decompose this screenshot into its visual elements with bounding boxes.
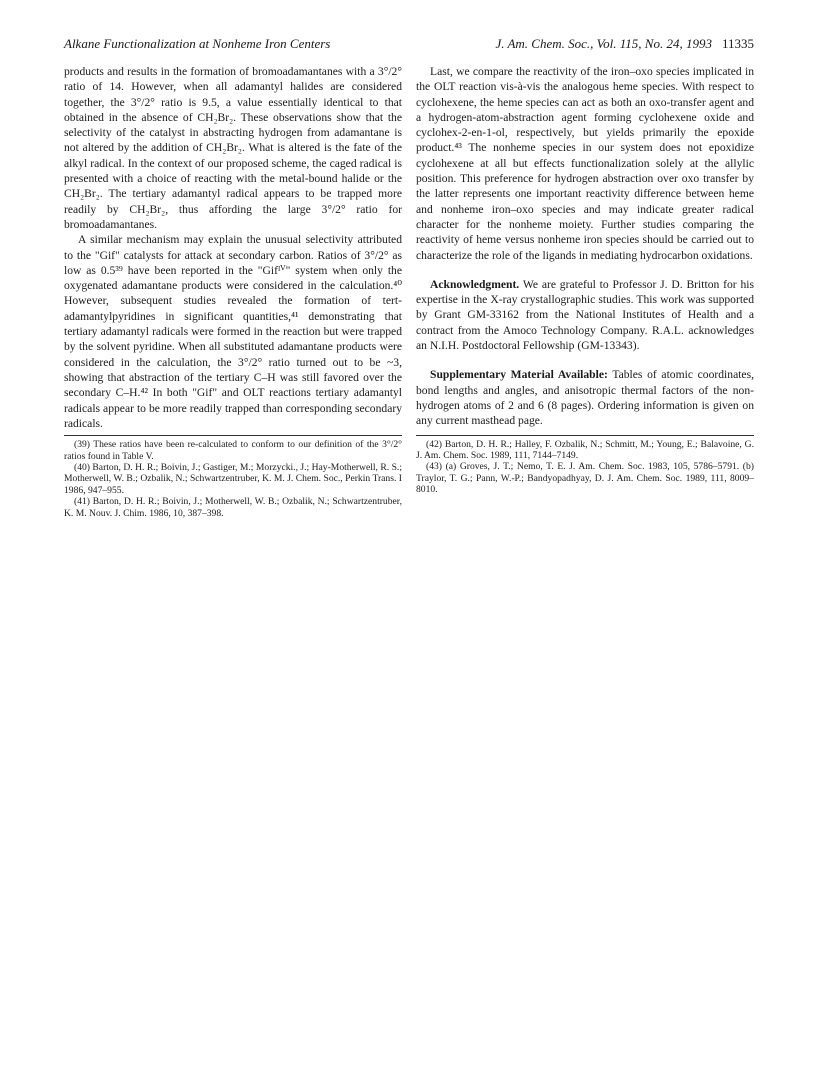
left-column xyxy=(64,64,402,519)
footnote: (41) Barton, D. H. R.; Boivin, J.; Motherwell, W. B.; Ozbalik, N.; Schwartzentruber, K. M. Nouv. J. Chim. 1986, 10, 387–398. xyxy=(64,496,402,519)
footnote: (40) Barton, D. H. R.; Boivin, J.; Gastiger, M.; Morzycki., J.; Hay-Motherwell, R. S.; Motherwell, W. B.; Ozbalik, N.; Schwartzentruber, K. M. J. Chem. Soc., Perkin Trans. I 1986, 947–955. xyxy=(64,461,402,496)
acknowledgment xyxy=(416,277,754,353)
page-number: 11335 xyxy=(721,36,754,51)
right-column xyxy=(416,64,754,496)
supplementary-text: Tables of atomic coordinates, bond lengths and angles, and anisotropic thermal factors of the non-hydrogen atoms of 2 and 6 (8 pages). Ordering information is given on any current masthead page. xyxy=(416,368,754,428)
footnote: (39) These ratios have been re-calculated to conform to our definition of the 3°/2° ratios found in Table V. xyxy=(64,439,402,462)
section-gap xyxy=(416,263,754,277)
footnote-divider xyxy=(64,435,402,436)
running-header xyxy=(64,36,754,56)
footnote-divider xyxy=(416,435,754,436)
supplementary-heading: Supplementary Material Available: xyxy=(430,368,608,382)
footnote: (42) Barton, D. H. R.; Halley, F. Ozbalik, N.; Schmitt, M.; Young, E.; Balavoine, G. J. Am. Chem. Soc. 1989, 111, 7144–7149. xyxy=(416,438,754,461)
footnote: (43) (a) Groves, J. T.; Nemo, T. E. J. Am. Chem. Soc. 1983, 105, 5786–5791. (b) Traylor, T. G.; Pann, W.-P.; Bandyopadhyay, D. J. Am. Chem. Soc. 1989, 111, 8009–8010. xyxy=(416,461,754,496)
journal-reference xyxy=(495,36,754,52)
section-gap xyxy=(416,353,754,367)
footnotes xyxy=(416,439,754,496)
journal-citation: J. Am. Chem. Soc., Vol. 115, No. 24, 1993 xyxy=(495,36,712,51)
body-paragraph: A similar mechanism may explain the unusual selectivity attributed to the "Gif" catalysts for attack at secondary carbon. Ratios of 3°/2° as low as 0.5³⁹ have been reported in the "Gifᴵⱽ" system when only the oxygenated adamantane products were considered in the calculation.⁴⁰ However, subsequent studies revealed the formation of tert-adamantylpyridines in significant quantities,⁴¹ demonstrating that tertiary adamantyl radicals were formed in the reaction but were trapped by the solvent pyridine. When all substituted adamantane products were considered in the calculation, the 3°/2° ratio turned out to be ~3, showing that abstraction of the tertiary C–H was still favored over the secondary C–H.⁴² In both "Gif" and OLT reactions tertiary adamantyl radicals appear to be more readily trapped than corresponding secondary radicals. xyxy=(64,233,402,430)
body-paragraph: products and results in the formation of bromoadamantanes with a 3°/2° ratio of 14. However, when all adamantyl halides are considered together, the 3°/2° ratio is 9.5, a value essentially identical to that obtained in the absence of CH₂Br₂. These observations show that the selectivity of the catalyst in abstracting hydrogen from adamantane is not altered by the addition of CH₂Br₂. What is altered is the fate of the alkyl radical. In the context of our proposed scheme, the caged radical is presented with a choice of reacting with the metal-bound halide or the CH₂Br₂. The tertiary adamantyl radical appears to be trapped more readily by CH₂Br₂, thus affording the large 3°/2° ratio for bromoadamantanes. xyxy=(64,65,402,231)
acknowledgment-text: We are grateful to Professor J. D. Britton for his expertise in the X-ray crystallographic studies. This work was supported by Grant GM-33162 from the National Institutes of Health and a contract from the Amoco Technology Company. R.A.L. acknowledges an N.I.H. Postdoctoral Fellowship (GM-13343). xyxy=(416,277,754,353)
running-title: Alkane Functionalization at Nonheme Iron Centers xyxy=(64,36,331,51)
supplementary-material xyxy=(416,367,754,428)
body-paragraph: Last, we compare the reactivity of the iron–oxo species implicated in the OLT reaction vis-à-vis the analogous heme species. With respect to cyclohexene, the heme species can act as both an oxo-transfer agent and a hydrogen-atom-abstraction agent forming cyclohexene oxide and cyclohex-2-en-1-ol, respectively, but yields primarily the epoxide product.⁴³ The nonheme species in our system does not epoxidize cyclohexene at all but effects functionalization solely at the allylic position. This preference for hydrogen abstraction over oxo transfer by the latter represents one important reactivity difference between heme and nonheme iron–oxo species and may indicate greater radical character for the nonheme moiety. Further studies comparing the reactivity of heme versus nonheme iron species should be carried out to characterize the role of the ligands in mediating hydrocarbon oxidations. xyxy=(416,65,754,262)
footnotes xyxy=(64,439,402,519)
acknowledgment-heading: Acknowledgment. xyxy=(430,277,520,291)
